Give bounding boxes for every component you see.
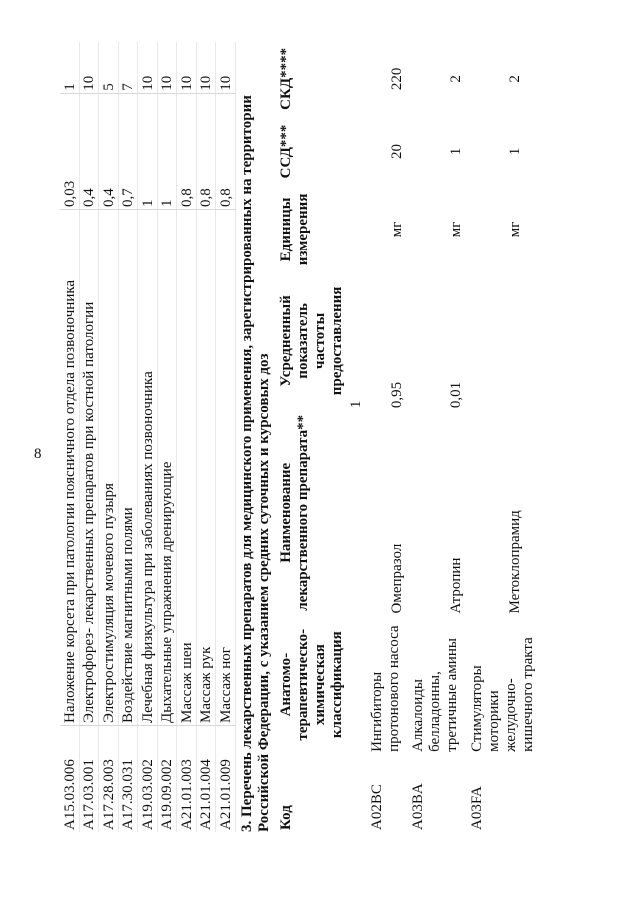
service-code: A17.28.003 [100, 759, 117, 830]
drug-unit: мг [507, 221, 523, 238]
drug-atc [346, 615, 367, 753]
service-frequency: 0,4 [79, 93, 99, 209]
service-code: A17.30.031 [120, 759, 136, 830]
table-row [467, 42, 539, 832]
table-header-row [278, 42, 346, 832]
drug-ssd: 1 [507, 147, 523, 156]
header-ssd: ССД*** [278, 124, 294, 179]
service-name: Наложение корсета при патологии поясничного отдела позвоночника [60, 210, 79, 726]
drug-atc: Стимуляторы моторики желудочно-кишечного тракта [469, 637, 536, 752]
drug-name: Атропин [448, 557, 464, 614]
table-row [99, 42, 119, 832]
service-frequency: 0,4 [99, 93, 119, 209]
service-frequency: 1 [157, 93, 177, 209]
service-multiplicity: 10 [157, 42, 177, 93]
service-name: Массаж шеи [177, 210, 197, 726]
service-multiplicity: 10 [79, 42, 99, 93]
service-name: Дыхательные упражнения дренирующие [157, 210, 177, 726]
service-frequency: 1 [138, 93, 158, 209]
drug-code: A02BC [369, 784, 385, 830]
drug-name [346, 410, 367, 615]
service-code: A21.01.003 [178, 759, 195, 830]
drug-frequency: 0,95 [389, 381, 405, 409]
service-code: A21.01.009 [217, 759, 234, 830]
table-row [157, 42, 177, 832]
drug-name: Омепразол [389, 543, 405, 614]
service-multiplicity: 7 [118, 42, 138, 93]
header-atc: Анатомо-терапевтическо-химическая классификация [278, 628, 345, 741]
service-multiplicity: 1 [60, 42, 79, 93]
table-row [138, 42, 158, 832]
table-row [118, 42, 138, 832]
service-frequency: 0,8 [177, 93, 197, 209]
table-row [177, 42, 197, 832]
table-row [408, 42, 467, 832]
drug-name: Метоклопрамид [507, 510, 523, 614]
service-frequency: 0,03 [60, 93, 79, 209]
drug-skd: 2 [448, 75, 464, 83]
service-code: A21.01.004 [198, 759, 214, 830]
service-name: Электростимуляция мочевого пузыря [99, 210, 119, 726]
table-row [196, 42, 216, 832]
drug-skd: 2 [507, 75, 523, 83]
drug-atc: Алкалоиды белладонны, третичные амины [410, 638, 460, 752]
drug-frequency: 0,01 [448, 381, 464, 409]
drug-code [346, 754, 367, 832]
header-unit: Единицы измерения [278, 193, 311, 266]
service-multiplicity: 10 [138, 42, 158, 93]
drug-frequency: 1 [348, 400, 364, 409]
service-frequency: 0,8 [196, 93, 216, 209]
service-multiplicity: 10 [196, 42, 216, 93]
drugs-table [278, 42, 539, 832]
service-name: Воздействие магнитными полями [118, 210, 138, 726]
service-name: Массаж ног [216, 210, 236, 726]
header-drug: Наименование лекарственного препарата** [278, 414, 311, 611]
drug-unit: мг [448, 221, 464, 238]
service-multiplicity: 10 [216, 42, 236, 93]
drug-unit: мг [389, 221, 405, 238]
rotated-page-content [60, 42, 580, 832]
drug-atc: Ингибиторы протонового насоса [369, 625, 402, 752]
header-skd: СКД**** [278, 47, 294, 110]
drug-skd: 220 [389, 67, 405, 91]
drug-frequency [467, 272, 539, 410]
table-row [367, 42, 408, 832]
service-frequency: 0,8 [216, 93, 236, 209]
table-row [346, 42, 367, 832]
service-name: Электрофорез- лекарственных препаратов при костной патологии [79, 210, 99, 726]
service-name: Массаж рук [196, 210, 216, 726]
drug-ssd [346, 116, 367, 187]
table-row [216, 42, 236, 832]
header-frequency: Усредненный показатель частоты предоставления [278, 286, 345, 396]
services-table [60, 42, 236, 832]
service-name: Лечебная физкультура при заболеваниях позвоночника [138, 210, 158, 726]
table-row [60, 42, 79, 832]
header-code: Код [278, 805, 294, 830]
service-multiplicity: 5 [99, 42, 119, 93]
service-code: A17.03.001 [81, 759, 97, 830]
service-code: A19.03.002 [139, 759, 156, 830]
service-frequency: 0,7 [118, 93, 138, 209]
table-row [79, 42, 99, 832]
drug-code: A03BA [410, 783, 426, 830]
section-heading: 3. Перечень лекарственных препаратов для медицинского применения, зарегистрированных на территории Российской Федерации, с указанием средних суточных и курсовых доз [239, 95, 272, 832]
service-multiplicity: 10 [177, 42, 197, 93]
drug-skd [346, 42, 367, 116]
drug-unit [346, 187, 367, 272]
drug-ssd: 1 [448, 147, 464, 156]
service-code: A15.03.006 [61, 759, 78, 830]
drug-code: A03FA [469, 786, 485, 830]
service-code: A19.09.002 [159, 759, 175, 830]
drug-ssd: 20 [389, 143, 405, 159]
page-number: 8 [34, 446, 42, 462]
